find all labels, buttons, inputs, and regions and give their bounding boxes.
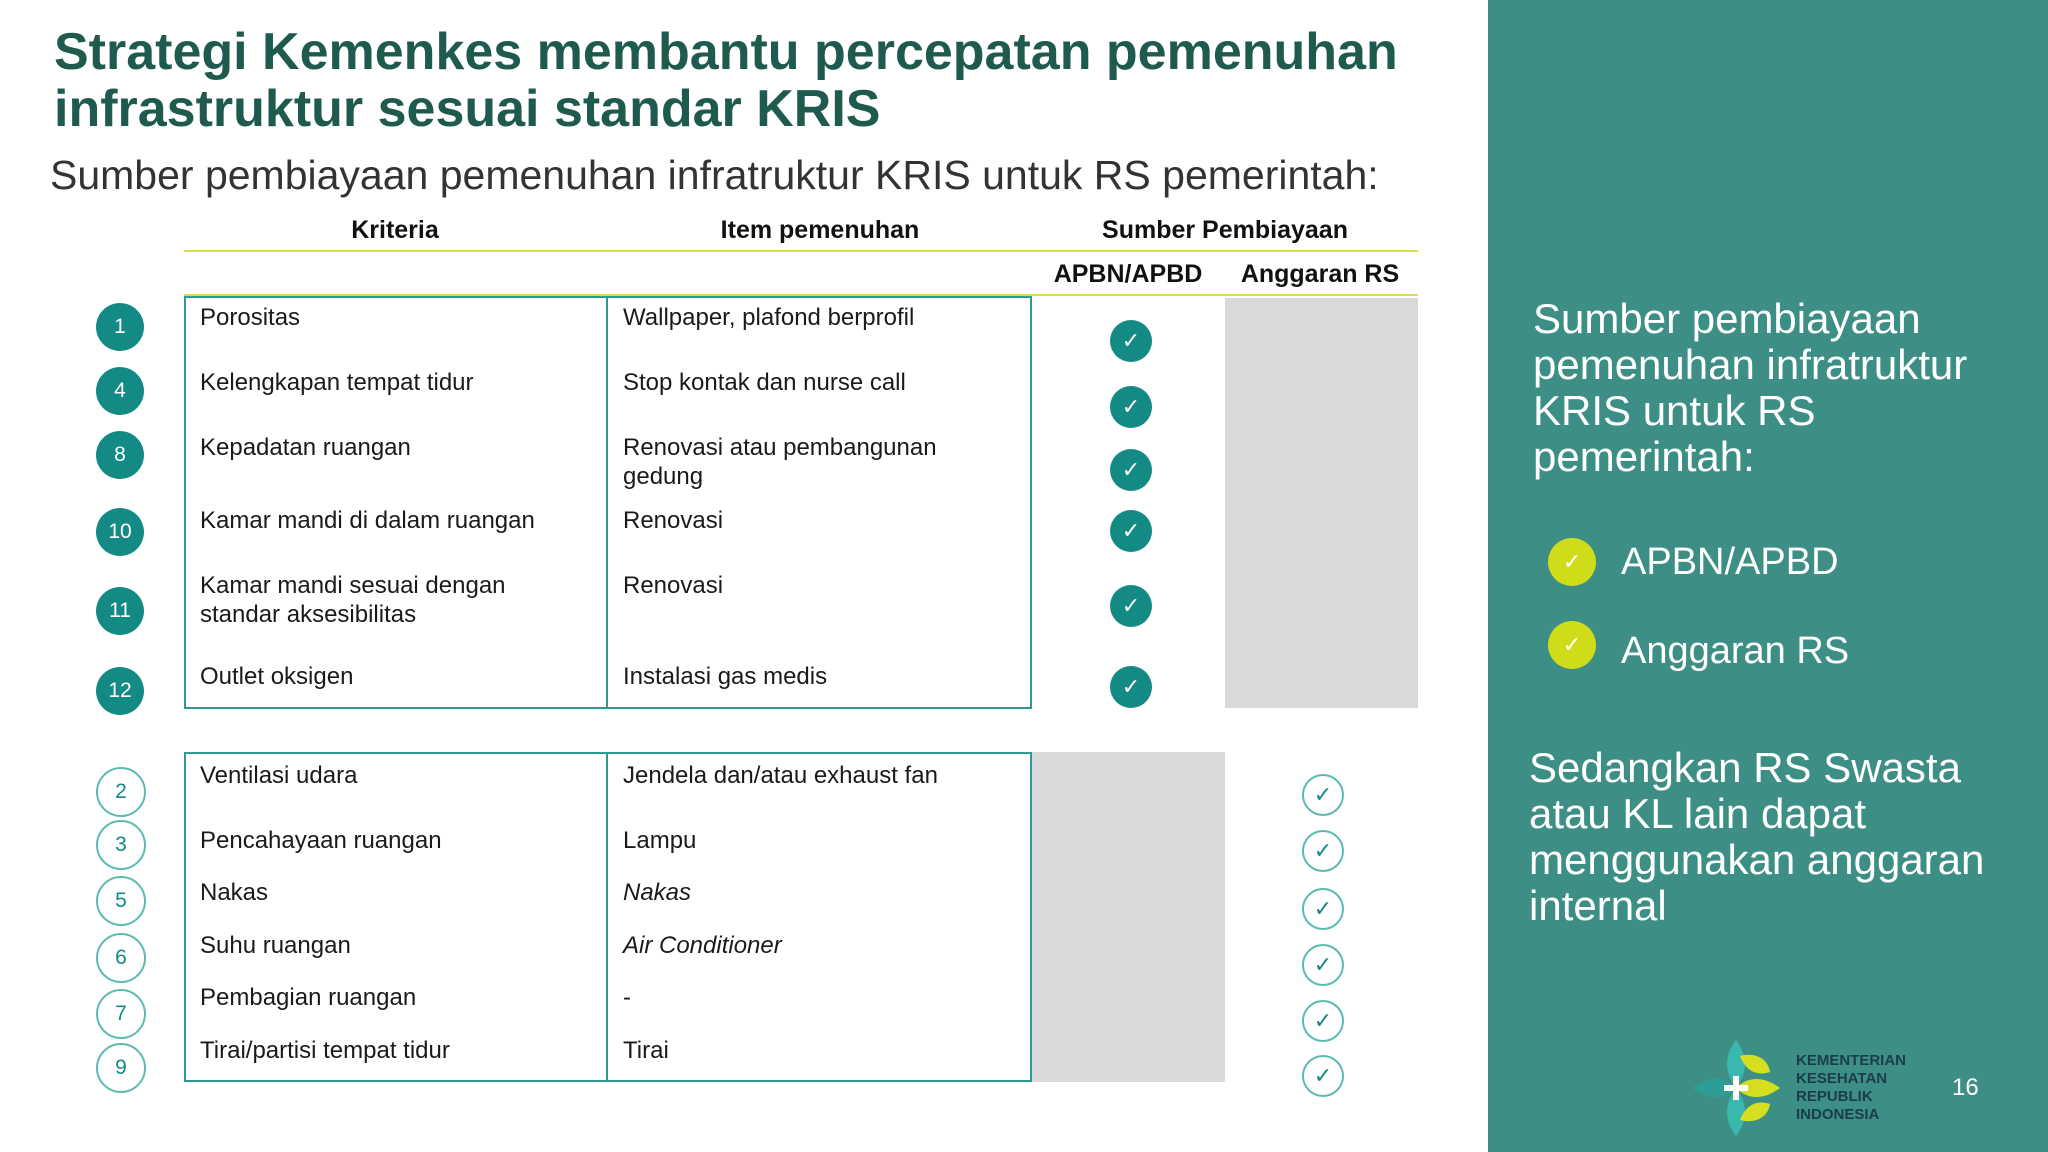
- legend-apbn-label: APBN/APBD: [1621, 541, 1839, 583]
- kriteria-cell: Outlet oksigen: [200, 663, 354, 690]
- anggaran-check-icon: ✓: [1302, 944, 1344, 986]
- kriteria-cell: Kamar mandi sesuai dengan standar aksesibilitas: [200, 572, 506, 628]
- anggaran-check-icon: ✓: [1302, 774, 1344, 816]
- row-number-badge: 2: [96, 767, 146, 817]
- item-cell: Wallpaper, plafond berprofil: [623, 304, 915, 331]
- item-cell: Renovasi atau pembangunan gedung: [623, 434, 937, 490]
- kriteria-cell: Pencahayaan ruangan: [200, 827, 442, 854]
- kriteria-cell: Porositas: [200, 304, 301, 331]
- anggaran-check-icon: ✓: [1302, 830, 1344, 872]
- kriteria-cell: Suhu ruangan: [200, 932, 351, 959]
- anggaran-check-icon: ✓: [1302, 1000, 1344, 1042]
- legend-apbn-check-icon: ✓: [1548, 538, 1596, 586]
- logo-line: KESEHATAN: [1796, 1070, 1888, 1087]
- sidebar-note: Sedangkan RS Swasta atau KL lain dapat menggunakan anggaran internal: [1529, 744, 1985, 929]
- apbn-empty-block: [1032, 752, 1225, 1082]
- kriteria-cell: Tirai/partisi tempat tidur: [200, 1037, 450, 1064]
- table-group-1: [184, 296, 1032, 709]
- kriteria-cell: Kelengkapan tempat tidur: [200, 369, 474, 396]
- item-cell: Stop kontak dan nurse call: [623, 369, 906, 396]
- table-group-2-divider: [606, 752, 608, 1082]
- item-cell: Air Conditioner: [623, 932, 782, 959]
- row-number-badge: 11: [96, 587, 144, 635]
- item-cell: Jendela dan/atau exhaust fan: [623, 762, 938, 789]
- table-group-1-divider: [606, 296, 608, 709]
- header-kriteria: Kriteria: [351, 216, 439, 244]
- anggaran-check-icon: ✓: [1302, 1055, 1344, 1097]
- row-number-badge: 3: [96, 820, 146, 870]
- kriteria-cell: Ventilasi udara: [200, 762, 358, 789]
- apbn-check-icon: ✓: [1110, 666, 1152, 708]
- legend-anggaran-label: Anggaran RS: [1621, 630, 1850, 672]
- item-cell: Instalasi gas medis: [623, 663, 828, 690]
- anggaran-rs-empty-block: [1225, 298, 1418, 708]
- logo-line: REPUBLIK: [1796, 1088, 1873, 1105]
- kriteria-cell: Kamar mandi di dalam ruangan: [200, 507, 535, 534]
- item-cell: -: [623, 984, 631, 1011]
- header-item-pemenuhan: Item pemenuhan: [720, 216, 920, 244]
- page-number: 16: [1952, 1074, 1979, 1101]
- header-apbn-apbd: APBN/APBD: [1053, 260, 1203, 288]
- item-cell: Lampu: [623, 827, 697, 854]
- row-number-badge: 7: [96, 989, 146, 1039]
- apbn-check-icon: ✓: [1110, 510, 1152, 552]
- row-number-badge: 4: [96, 367, 144, 415]
- kriteria-cell: Pembagian ruangan: [200, 984, 417, 1011]
- sidebar-heading: Sumber pembiayaan pemenuhan infratruktur KRIS untuk RS pemerintah:: [1533, 295, 1968, 480]
- row-number-badge: 12: [96, 667, 144, 715]
- item-cell: Renovasi: [623, 507, 724, 534]
- kriteria-cell: Nakas: [200, 879, 269, 906]
- row-number-badge: 6: [96, 933, 146, 983]
- logo-line: INDONESIA: [1796, 1106, 1880, 1123]
- row-number-badge: 9: [96, 1043, 146, 1093]
- legend-anggaran-check-icon: ✓: [1548, 621, 1596, 669]
- header-underline: [184, 250, 1418, 252]
- page-subtitle: Sumber pembiayaan pemenuhan infratruktur KRIS untuk RS pemerintah:: [50, 152, 1379, 198]
- table-group-2: [184, 752, 1032, 1082]
- logo-line: KEMENTERIAN: [1796, 1052, 1907, 1069]
- row-number-badge: 10: [96, 508, 144, 556]
- row-number-badge: 5: [96, 876, 146, 926]
- header-anggaran-rs: Anggaran RS: [1240, 260, 1400, 288]
- logo-text: [1796, 1052, 1926, 1124]
- anggaran-check-icon: ✓: [1302, 888, 1344, 930]
- kriteria-cell: Kepadatan ruangan: [200, 434, 411, 461]
- apbn-check-icon: ✓: [1110, 449, 1152, 491]
- item-cell: Renovasi: [623, 572, 724, 599]
- kemenkes-logo-icon: [1688, 1036, 1784, 1140]
- header-sumber-pembiayaan: Sumber Pembiayaan: [1102, 216, 1348, 244]
- page-title: Strategi Kemenkes membantu percepatan pemenuhan infrastruktur sesuai standar KRIS: [54, 23, 1398, 138]
- apbn-check-icon: ✓: [1110, 386, 1152, 428]
- row-number-badge: 1: [96, 303, 144, 351]
- item-cell: Nakas: [623, 879, 692, 906]
- row-number-badge: 8: [96, 431, 144, 479]
- apbn-check-icon: ✓: [1110, 320, 1152, 362]
- item-cell: Tirai: [623, 1037, 669, 1064]
- apbn-check-icon: ✓: [1110, 585, 1152, 627]
